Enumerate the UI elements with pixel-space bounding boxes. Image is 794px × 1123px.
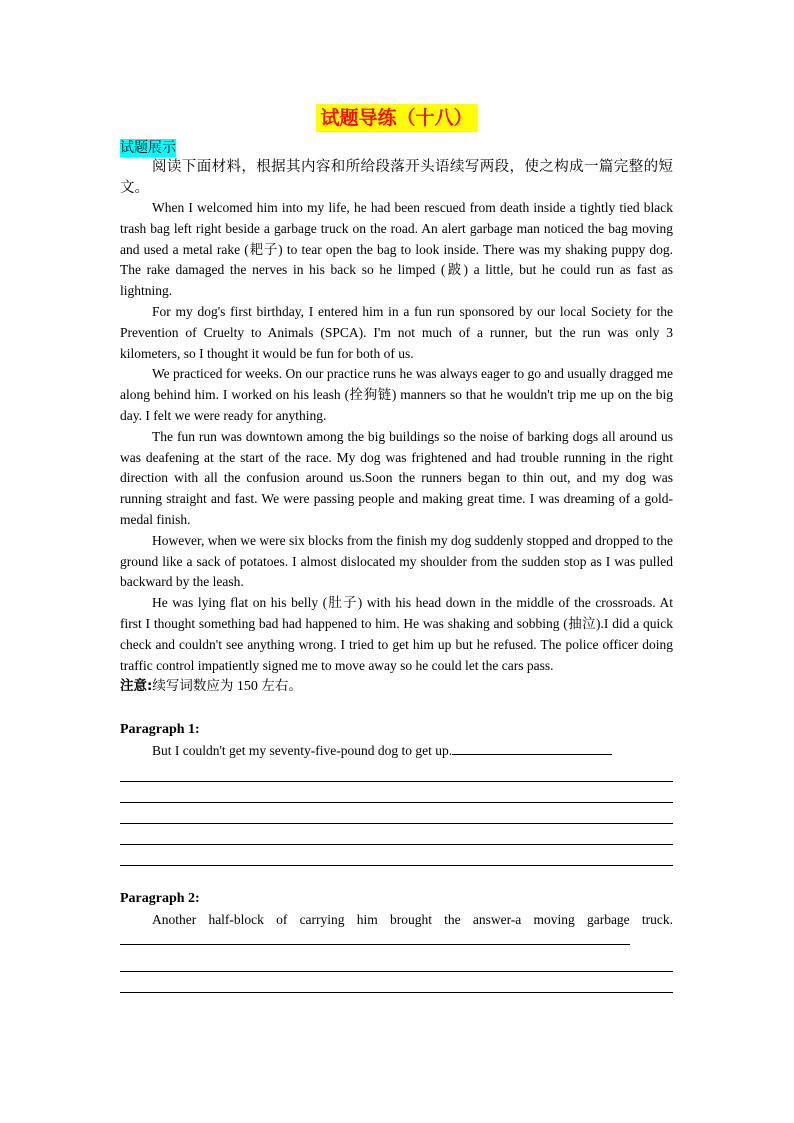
instruction-text: 阅读下面材料，根据其内容和所给段落开头语续写两段，使之构成一篇完整的短文。 — [120, 159, 673, 196]
worksheet-page — [120, 100, 673, 993]
paragraph-2-label: Paragraph 2: — [120, 891, 200, 907]
section-label: 试题展示 — [120, 140, 176, 156]
note-label: 注意: — [120, 678, 153, 695]
paragraph-1-writing-line[interactable] — [120, 845, 673, 866]
story-paragraph-6: He was lying flat on his belly (肚子) with his head down in the middle of the crossroads. At first I thought something bad had happened to him. He was shaking and sobbing (抽泣).I did a quick check and couldn't see anything wrong. I tried to get him up but he refused. The police officer doing traffic control impatiently signed me to move away so he could let the cars pass. — [120, 595, 673, 673]
note-count: 150 — [236, 679, 258, 695]
story-paragraph-3: We practiced for weeks. On our practice runs he was always eager to go and usually dragged me along behind him. I worked on his leash (拴狗链) manners so that he wouldn't trip me up on the big day. I felt we were ready for anything. — [120, 366, 673, 423]
story-paragraph-5: However, when we were six blocks from the finish my dog suddenly stopped and dropped to the ground like a sack of potatoes. I almost dislocated my shoulder from the sudden stop as I was pulled backward by the leash. — [120, 532, 673, 590]
paragraph-2-opening — [120, 909, 673, 951]
paragraph-1-label: Paragraph 1: — [120, 722, 200, 738]
story-paragraph-4: The fun run was downtown among the big buildings so the noise of barking dogs all around us was deafening at the start of the race. My dog was frightened and had trouble running in the right direction with all the confusion around us.Soon the runners began to thin out, and my dog was running straight and fast. We were passing people and making great time. I was dreaming of a gold-medal finish. — [120, 428, 673, 527]
paragraph-1-opening — [120, 740, 673, 761]
word-count-note — [120, 676, 673, 698]
paragraph-1-blank-first[interactable] — [452, 740, 612, 755]
paragraph-2-writing-line[interactable] — [120, 972, 673, 993]
paragraph-1-writing-line[interactable] — [120, 782, 673, 803]
note-text: 续写词数应为 — [152, 678, 234, 695]
story-paragraph-2: For my dog's first birthday, I entered him in a fun run sponsored by our local Society for the Prevention of Cruelty to Animals (SPCA). I'm not much of a runner, but the run was only 3 kilometers, so I thought it would be fun for both of us. — [120, 303, 673, 361]
story-paragraph-1: When I welcomed him into my life, he had been rescued from death inside a tightly tied black trash bag left right beside a garbage truck on the road. An alert garbage man noticed the bag moving and used a metal rake (耙子) to tear open the bag to look inside. There was my shaking puppy dog. The rake damaged the nerves in his back so he limped (跛) a little, but he could run as fast as lightning. — [120, 200, 673, 299]
paragraph-2-writing-line[interactable] — [120, 951, 673, 972]
page-title: 试题导练（十八） — [316, 104, 476, 132]
title-area — [120, 104, 673, 134]
paragraph-1-writing-line[interactable] — [120, 761, 673, 782]
paragraph-1-opening-text: But I couldn't get my seventy-five-pound dog to get up. — [152, 743, 453, 759]
paragraph-1-writing-line[interactable] — [120, 824, 673, 845]
paragraph-2-opening-text: Another half-block of carrying him brought the answer-a moving garbage truck. — [152, 912, 673, 928]
paragraph-2-blank-first[interactable] — [120, 930, 630, 945]
note-suffix: 左右。 — [261, 678, 302, 695]
paragraph-1-writing-line[interactable] — [120, 803, 673, 824]
